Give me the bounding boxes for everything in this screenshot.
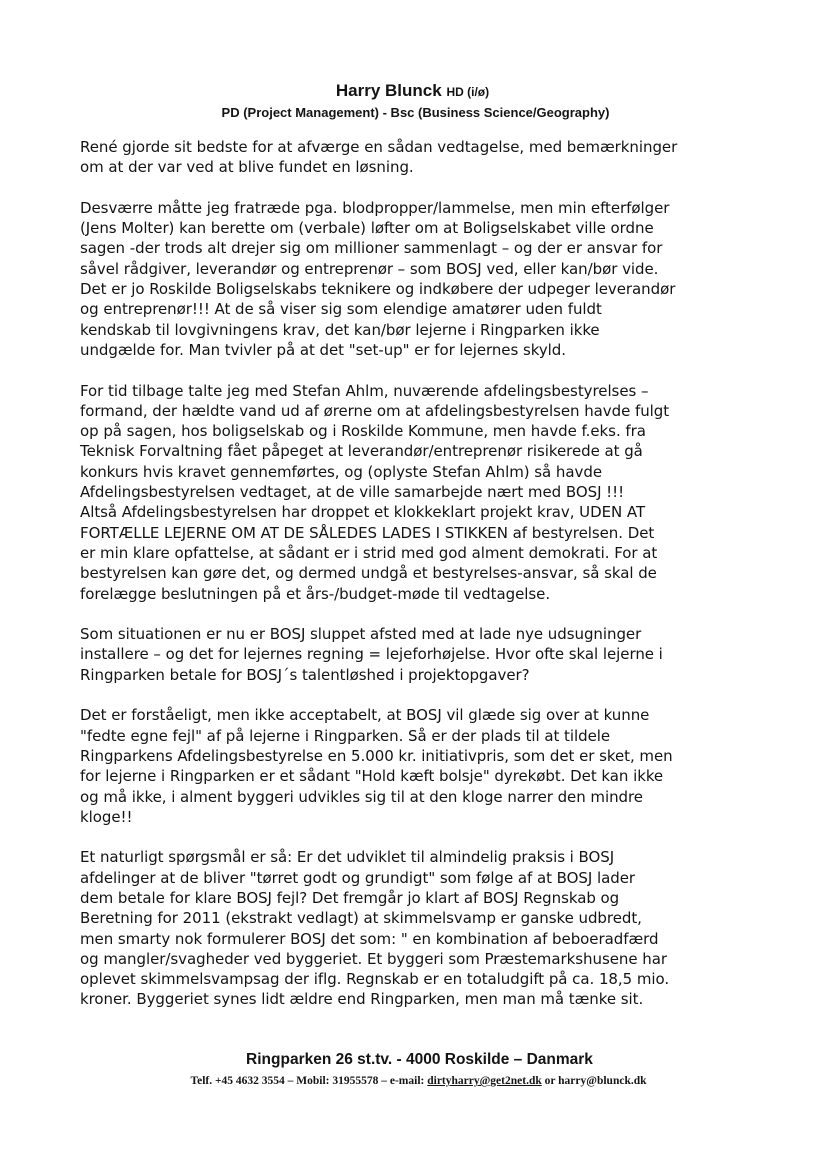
text-line: oplevet skimmelsvampsag der iflg. Regnskab er en totaludgift på ca. 18,5 mio. [80,970,670,989]
text-line: Det er jo Roskilde Boligselskabs teknikere og indkøbere der udpeger leverandør [80,280,676,299]
text-line: René gjorde sit bedste for at afværge en sådan vedtagelse, med bemærkninger [80,138,678,156]
text-line: bestyrelsen kan gøre det, og dermed undgå et bestyrelses-ansvar, så skal de [80,564,657,583]
paragraph [80,137,760,178]
paragraph [80,381,760,604]
text-line: er min klare opfattelse, at sådant er i strid med god alment demokrati. For at [80,543,658,562]
text-line: Ringparkens Afdelingsbestyrelse en 5.000 kr. initiativpris, som det er sket, men [80,746,673,765]
paragraph [80,705,760,827]
footer-contact [0,1072,825,1090]
author-degree: HD (i/ø) [446,85,490,99]
text-line: sagen -der trods alt drejer sig om millioner sammenlagt – og der er ansvar for [80,239,663,258]
text-line: Ringparken betale for BOSJ´s talentløshed i projektopgaver? [80,665,530,684]
footer-or: or [544,1075,556,1087]
text-line: og mangler/svagheder ved byggeriet. Et byggeri som Præstemarkshusene har [80,949,667,968]
text-line: op på sagen, hos boligselskab og i Roskilde Kommune, men havde f.eks. fra [80,422,646,441]
text-line: konkurs hvis kravet gennemførtes, og (oplyste Stefan Ahlm) så havde [80,462,602,481]
text-line: Altså Afdelingsbestyrelsen har droppet et klokkeklart projekt krav, UDEN AT [80,503,646,522]
email-link-2[interactable]: harry@blunck.dk [558,1075,647,1087]
footer-phone-info: Telf. +45 4632 3554 – Mobil: 31955578 – e-mail: [190,1075,425,1087]
text-line: kendskab til lovgivningens krav, det kan/bør lejerne i Ringparken ikke [80,320,600,339]
footer-address: Ringparken 26 st.tv. - 4000 Roskilde – Danmark [246,1051,593,1068]
text-line: "fedte egne fejl" af på lejerne i Ringparken. Så er der plads til at tildele [80,726,611,745]
text-line: For tid tilbage talte jeg med Stefan Ahlm, nuværende afdelingsbestyrelses – [80,381,649,400]
text-line: dem betale for klare BOSJ fejl? Det fremgår jo klart af BOSJ Regnskab og [80,888,620,907]
text-line: om at der var ved at blive fundet en løsning. [80,158,414,177]
text-line: undgælde for. Man tvivler på at det "set-up" er for lejernes skyld. [80,340,566,359]
text-line: Desværre måtte jeg fratræde pga. blodpropper/lammelse, men min efterfølger [80,198,670,217]
text-line: og må ikke, i alment byggeri udvikles sig til at den kloge narrer den mindre [80,787,643,806]
text-line: og entreprenør!!! At de så viser sig som elendige amatører uden fuldt [80,300,602,319]
text-line: (Jens Molter) kan berette om (verbale) løfter om at Boligselskabet ville ordne [80,219,654,238]
paragraph [80,198,760,360]
paragraph [80,847,760,1009]
text-line: afdelinger at de bliver "tørret godt og grundigt" som følge af at BOSJ lader [80,868,636,887]
paragraph [80,624,760,685]
text-line: Et naturligt spørgsmål er så: Er det udviklet til almindelig praksis i BOSJ [80,848,615,867]
text-line: Afdelingsbestyrelsen vedtaget, at de ville samarbejde nært med BOSJ !!! [80,483,625,502]
author-name: Harry Blunck [335,81,442,100]
text-line: forelægge beslutningen på et års-/budget-møde til vedtagelse. [80,584,551,603]
letterhead [0,80,825,123]
text-line: installere – og det for lejernes regning = lejeforhøjelse. Hvor ofte skal lejerne i [80,645,663,664]
text-line: formand, der hældte vand ud af ørerne om at afdelingsbestyrelsen havde fulgt [80,401,670,420]
author-name-line [0,80,825,103]
text-line: Teknisk Forvaltning fået påpeget at leverandør/entreprenør risikerede at gå [80,442,643,461]
author-qualifications: PD (Project Management) - Bsc (Business Science/Geography) [221,105,610,120]
text-line: Som situationen er nu er BOSJ sluppet afsted med at lade nye udsugninger [80,625,642,644]
text-line: kroner. Byggeriet synes lidt ældre end Ringparken, men man må tænke sit. [80,990,644,1009]
text-line: såvel rådgiver, leverandør og entreprenør – som BOSJ ved, eller kan/bør vide. [80,259,659,278]
text-line: Det er forståeligt, men ikke acceptabelt, at BOSJ vil glæde sig over at kunne [80,706,650,725]
footer [0,1050,825,1090]
text-line: Beretning for 2011 (ekstrakt vedlagt) at skimmelsvamp er ganske udbredt, [80,909,642,928]
email-link-1[interactable]: dirtyharry@get2net.dk [427,1075,542,1087]
text-line: men smarty nok formulerer BOSJ det som: " en kombination af beboeradfærd [80,929,659,948]
letter-body [80,137,760,1030]
text-line: FORTÆLLE LEJERNE OM AT DE SÅLEDES LADES I STIKKEN af bestyrelsen. Det [80,523,655,542]
text-line: kloge!! [80,807,133,826]
text-line: for lejerne i Ringparken er et sådant "Hold kæft bolsje" dyrekøbt. Det kan ikke [80,767,664,786]
